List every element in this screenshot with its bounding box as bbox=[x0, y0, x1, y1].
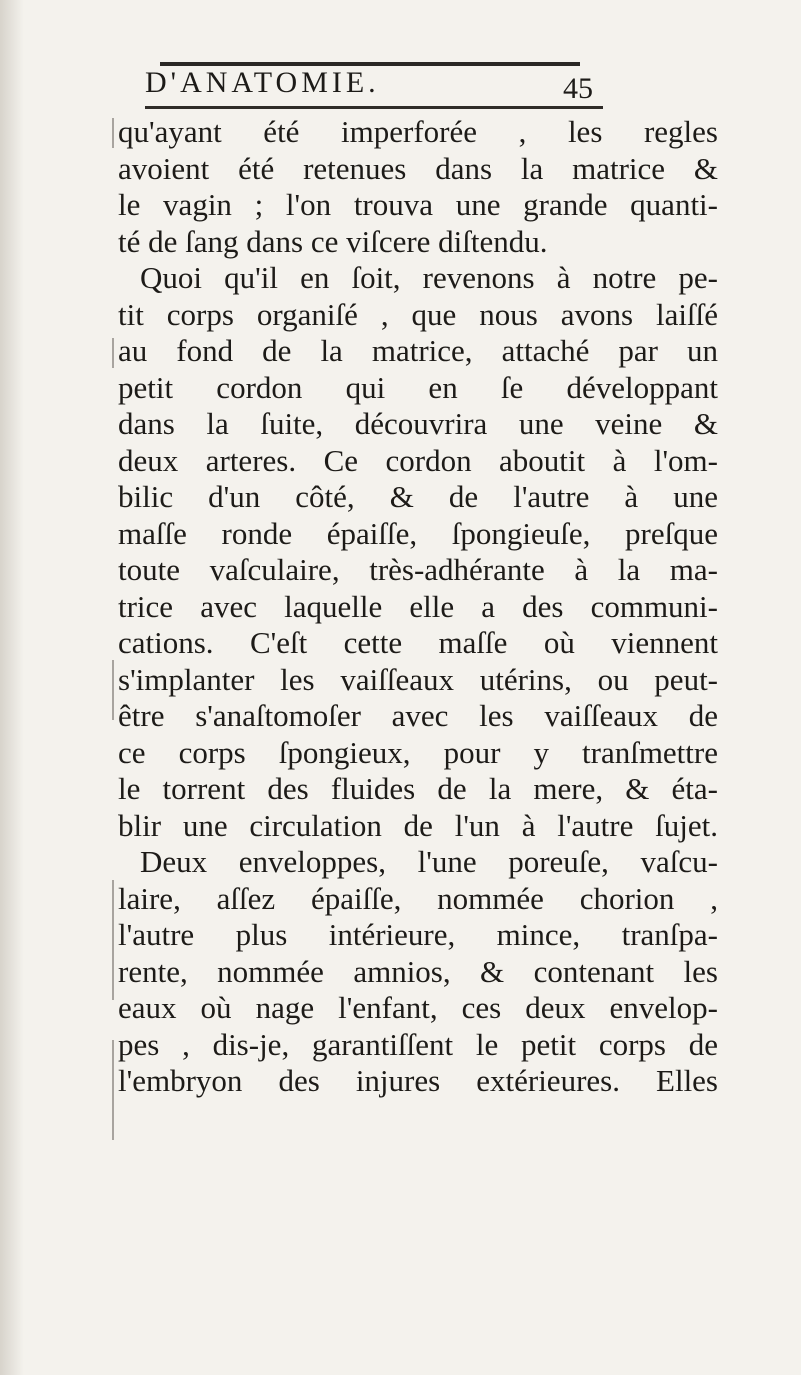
margin-mark bbox=[112, 118, 114, 148]
text-line: té de ſang dans ce viſcere diſtendu. bbox=[118, 223, 548, 259]
text-line: laire, aſſez épaiſſe, nommée chorion , bbox=[118, 880, 718, 916]
text-line: toute vaſculaire, très-adhérante à la ma- bbox=[118, 552, 718, 587]
text-line: avoient été retenues dans la matrice & bbox=[118, 150, 718, 186]
header-rule bbox=[145, 106, 603, 109]
page-number: 45 bbox=[563, 72, 593, 105]
text-line: tit corps organiſé , que nous avons laiſſé bbox=[118, 296, 718, 332]
text-line: rente, nommée amnios, & contenant les bbox=[118, 953, 718, 989]
margin-mark bbox=[112, 1040, 114, 1140]
text-line: dans la ſuite, découvrira une veine & bbox=[118, 406, 718, 441]
text-line: Deux enveloppes, l'une poreuſe, vaſcu- bbox=[140, 844, 718, 879]
text-line: ce corps ſpongieux, pour y tranſmettre bbox=[118, 734, 718, 770]
text-line: pes , dis-je, garantiſſent le petit corps de bbox=[118, 1026, 718, 1062]
page-edge-shadow bbox=[0, 0, 24, 1375]
margin-mark bbox=[112, 660, 114, 720]
text-line: l'embryon des injures extérieures. Elles bbox=[118, 1063, 718, 1098]
text-line: maſſe ronde épaiſſe, ſpongieuſe, preſque bbox=[118, 515, 718, 551]
text-line: eaux où nage l'enfant, ces deux envelop- bbox=[118, 990, 718, 1025]
body-text bbox=[118, 114, 718, 1100]
running-head bbox=[145, 64, 605, 104]
text-line: blir une circulation de l'un à l'autre ſujet. bbox=[118, 807, 718, 843]
text-line: deux arteres. Ce cordon aboutit à l'om- bbox=[118, 442, 718, 478]
text-line: l'autre plus intérieure, mince, tranſpa- bbox=[118, 917, 718, 952]
text-line: s'implanter les vaiſſeaux utérins, ou peut- bbox=[118, 661, 718, 697]
text-line: être s'anaſtomoſer avec les vaiſſeaux de bbox=[118, 698, 718, 733]
margin-mark bbox=[112, 880, 114, 1000]
running-title: D'ANATOMIE. bbox=[145, 66, 380, 99]
text-line: au fond de la matrice, attaché par un bbox=[118, 333, 718, 368]
text-line: qu'ayant été imperforée , les regles bbox=[118, 114, 718, 149]
text-line: cations. C'eſt cette maſſe où viennent bbox=[118, 625, 718, 660]
text-line: Quoi qu'il en ſoit, revenons à notre pe- bbox=[140, 260, 718, 295]
text-line: le vagin ; l'on trouva une grande quanti- bbox=[118, 187, 718, 222]
text-line: le torrent des fluides de la mere, & éta- bbox=[118, 771, 718, 806]
text-line: trice avec laquelle elle a des communi- bbox=[118, 588, 718, 624]
text-line: petit cordon qui en ſe développant bbox=[118, 369, 718, 405]
text-line: bilic d'un côté, & de l'autre à une bbox=[118, 479, 718, 514]
margin-mark bbox=[112, 338, 114, 368]
